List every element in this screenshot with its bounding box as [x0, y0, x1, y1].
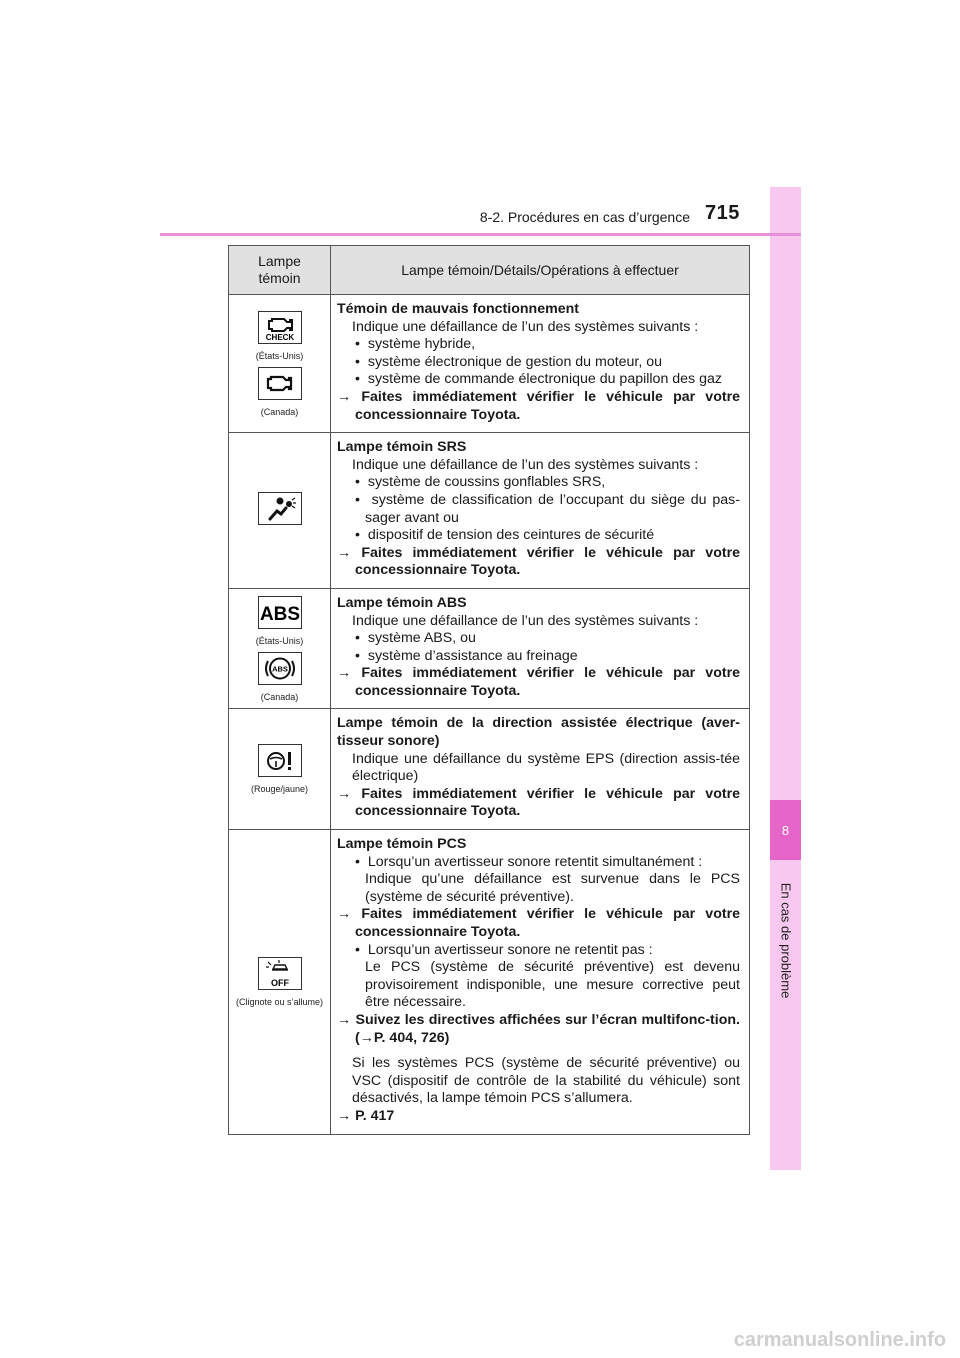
svg-text:ABS: ABS	[271, 664, 288, 674]
table-row: (Rouge/jaune) Lampe témoin de la direction assistée électrique (aver-tisseur sonore) Indique une défaillance du système EPS (direction assis-tée électrique) → Faites immédiatement vérifier le véhicule par votre concessionnaire Toyota.	[229, 709, 750, 830]
steering-warning-icon	[258, 744, 302, 777]
abs-circle-icon	[258, 652, 302, 685]
table-row: CHECK (États-Unis) (Canada) Témoin de mauvais fonctionnement Indique une défaillance de l’un des systèmes suivants : • système hybride, • système électronique de gestion du moteur, ou • système de commande électronique du papillon des gaz → Faites immédiatement vérifier le véhicule par votre concessionnaire Toyota.	[229, 295, 750, 433]
pcs-off-icon	[258, 957, 302, 990]
svg-text:CHECK: CHECK	[265, 332, 294, 342]
chapter-sidebar	[770, 187, 801, 1170]
col-header-details: Lampe témoin/Détails/Opérations à effectuer	[331, 246, 750, 295]
table-row: ABS (États-Unis) ABS (Canada) Lampe témoin ABS Indique une défaillance de l’un des systèmes suivants : • système ABS, ou • système d’assistance au freinage → Faites immédiatement vérifier le véhicule par votre concessionnaire Toyota.	[229, 588, 750, 709]
engine-icon	[258, 367, 302, 400]
watermark: carmanualsonline.info	[733, 1329, 946, 1351]
airbag-icon	[258, 492, 302, 525]
table-row: OFF (Clignote ou s’allume) Lampe témoin PCS • Lorsqu’un avertisseur sonore retentit simultanément : Indique qu’une défaillance est survenue dans le PCS (système de sécurité préventive). → Faites immédiatement vérifier le véhicule par votre concessionnaire Toyota. • Lorsqu’un avertisseur sonore ne retentit pas : Le PCS (système de sécurité préventive) est devenu provisoirement indisponible, une mesure corrective peut être nécessaire. → Suivez les directives affichées sur l’écran multifonc-tion. (→P. 404, 726) Si les systèmes PCS (système de sécurité préventive) ou VSC (dispositif de contrôle de la stabilité du véhicule) sont désactivés, la lampe témoin PCS s’allumera. → P. 417	[229, 830, 750, 1135]
page-number: 715	[705, 202, 740, 224]
table-row: Lampe témoin SRS Indique une défaillance de l’un des systèmes suivants : • système de coussins gonflables SRS, • système de classification de l’occupant du siège du pas-sager avant ou • dispositif de tension des ceintures de sécurité → Faites immédiatement vérifier le véhicule par votre concessionnaire Toyota.	[229, 433, 750, 589]
col-header-lamp: Lampe témoin	[229, 246, 331, 295]
section-title: 8-2. Procédures en cas d’urgence	[479, 209, 690, 225]
chapter-number: 8	[770, 800, 801, 860]
svg-text:ABS: ABS	[259, 603, 300, 625]
chapter-label: En cas de problème	[778, 882, 793, 998]
header-rule	[160, 233, 801, 236]
check-engine-icon	[258, 311, 302, 344]
svg-text:OFF: OFF	[270, 977, 289, 988]
abs-text-icon	[258, 596, 302, 629]
page-reference-link[interactable]: P. 417	[355, 1107, 395, 1124]
warning-lights-table	[228, 245, 750, 1135]
